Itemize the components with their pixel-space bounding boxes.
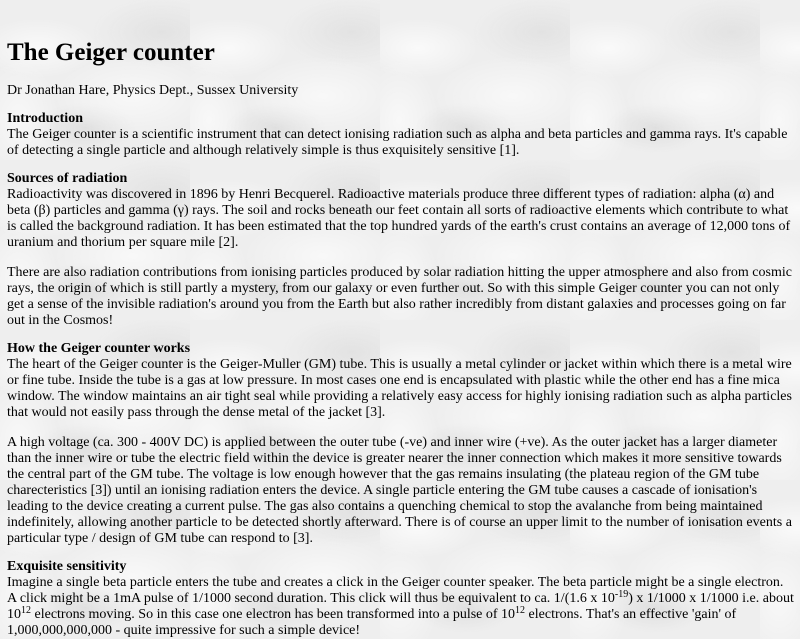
author-line: Dr Jonathan Hare, Physics Dept., Sussex University [7, 83, 299, 98]
text: ) x 1/1000 x 1/1000 i.e. about 10 [7, 591, 794, 622]
section-sources [7, 171, 794, 329]
page-title: The Geiger counter [7, 39, 215, 66]
section-introduction [7, 111, 794, 159]
superscript: 12 [515, 605, 526, 616]
text: electrons moving. So in this case one electron has been transformed into a pulse of 10 [31, 607, 516, 622]
paragraph: There are also radiation contributions from ionising particles produced by solar radiation hitting the upper atmosphere and also from cosmic rays, the origin of which is still partly a mystery, from our galaxy or even further out. So with this simple Geiger counter you can not only get a sense of the invisible radiation's around you from the Earth but also rather incredibly from distant galaxies and processes going on far out in the Cosmos! [7, 265, 792, 328]
section-how-it-works [7, 341, 794, 547]
paragraph: The Geiger counter is a scientific instrument that can detect ionising radiation such as alpha and beta particles and gamma rays. It's capable of detecting a single particle and although relatively simple is thus exquisitely sensitive [1]. [7, 127, 788, 158]
paragraph: A high voltage (ca. 300 - 400V DC) is applied between the outer tube (-ve) and inner wire (+ve). As the outer jacket has a larger diameter than the inner wire or tube the electric field within the device is greater nearer the inner connection which makes it more sensitive towards the central part of the GM tube. The voltage is low enough however that the gas remains insulating (the plateau region of the GM tube charecteristics [3]) until an ionising radiation enters the device. A single particle entering the GM tube causes a cascade of ionisation's leading to the device creating a current pulse. The gas also contains a quenching chemical to stop the avalanche from being maintained indefinitely, allowing another particle to be detected shortly afterward. There is of course an upper limit to the number of ionisation events a particular type / design of GM tube can respond to [3]. [7, 435, 792, 546]
text: electrons. That's an effective 'gain' of 1,000,000,000,000 - quite impressive for such a simple device! [7, 607, 737, 638]
paragraph: Radioactivity was discovered in 1896 by Henri Becquerel. Radioactive materials produce three different types of radiation: alpha (α) and beta (β) particles and gamma (γ) rays. The soil and rocks beneath our feet contain all sorts of radioactive elements which contribute to what is called the background radiation. It has been estimated that the top hundred yards of the earth's crust contains an average of 12,000 tons of uranium and thorium per square mile [2]. [7, 187, 791, 250]
text: Imagine a single beta particle enters the tube and creates a click in the Geiger counter speaker. The beta particle might be a single electron. A click might be a 1mA pulse of 1/1000 second duration. This click will thus be equivalent to ca. 1/(1.6 x 10 [7, 575, 784, 606]
section-heading: Introduction [7, 111, 83, 126]
section-heading: Exquisite sensitivity [7, 559, 127, 574]
paragraph [7, 575, 794, 639]
superscript: 12 [21, 605, 31, 616]
section-sensitivity [7, 559, 794, 639]
section-heading: Sources of radiation [7, 171, 128, 186]
paragraph: The heart of the Geiger counter is the Geiger-Muller (GM) tube. This is usually a metal cylinder or jacket within which there is a metal wire or fine tube. Inside the tube is a gas at low pressure. In most cases one end is encapsulated with plastic while the other end has a fine mica window. The window maintains an air tight seal while providing a relatively easy access for highly ionising radiation such as alpha particles that would not easily pass through the dense metal of the jacket [3]. [7, 357, 792, 420]
section-heading: How the Geiger counter works [7, 341, 191, 356]
superscript: -19 [614, 589, 629, 600]
